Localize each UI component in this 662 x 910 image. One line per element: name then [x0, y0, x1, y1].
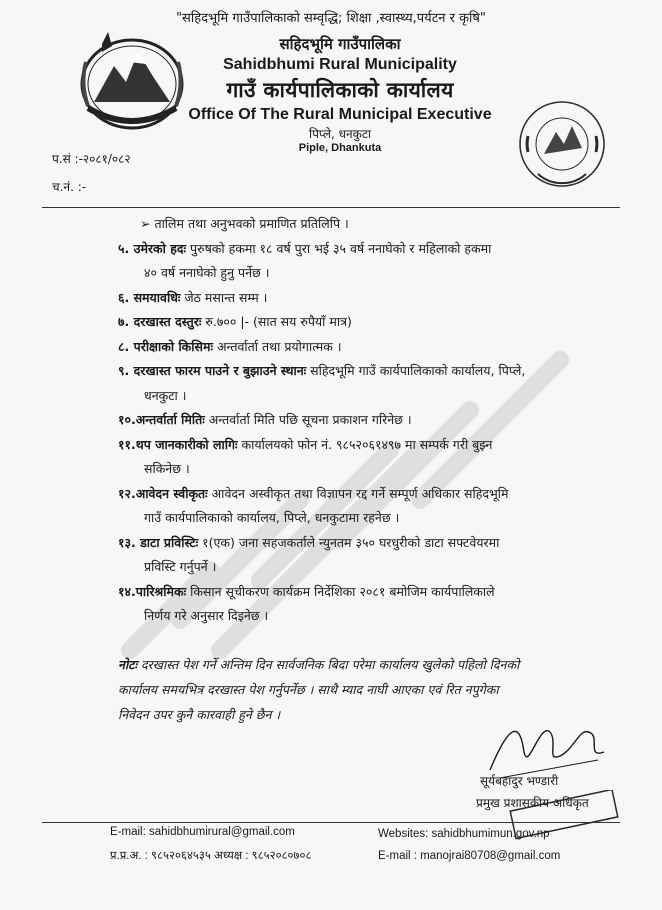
notice-body — [118, 212, 618, 629]
notice-line-label: ८. परीक्षाको किसिमः — [118, 338, 213, 354]
notice-line — [118, 531, 618, 556]
dispatch-number: च.नं. :- — [52, 180, 87, 194]
notice-line — [118, 237, 618, 262]
footer-divider — [42, 822, 620, 823]
notice-line — [118, 359, 618, 384]
footer-email-secondary: E-mail : manojrai80708@gmail.com — [378, 850, 561, 862]
notice-line-text: प्रविस्टि गर्नुपर्ने । — [144, 559, 217, 574]
office-name-en: Office Of The Rural Municipal Executive — [188, 106, 492, 123]
notice-line-text: निर्णय गरे अनुसार दिइनेछ । — [144, 608, 269, 623]
note-line-1: दरखास्त पेश गर्ने अन्तिम दिन सार्वजनिक बिदा परेमा कार्यालय खुलेको पहिलो दिनको — [137, 657, 520, 672]
notice-line-label: १२.आवेदन स्वीकृतः — [118, 485, 208, 501]
letterhead — [150, 34, 530, 154]
notice-line-label: ६. समयावधिः — [118, 289, 181, 305]
notice-line — [118, 604, 618, 629]
notice-line-text: ४० वर्ष ननाघेको हुनु पर्नेछ । — [144, 265, 270, 280]
notice-line — [118, 482, 618, 507]
notice-line-text: अन्तर्वार्ता मिति पछि सूचना प्रकाशन गरिनेछ । — [204, 412, 412, 427]
notice-line — [118, 261, 618, 286]
office-seal-icon — [514, 96, 610, 192]
notice-line-label: १०.अन्तर्वार्ता मितिः — [118, 412, 205, 427]
notice-line — [118, 335, 618, 360]
notice-line — [118, 408, 618, 433]
notice-line-text: किसान सूचीकरण कार्यक्रम निर्देशिका २०८१ बमोजिम कार्यपालिकाले — [186, 583, 495, 599]
address-np: पिप्ले, धनकुटा — [308, 127, 371, 141]
notice-line-text: आवेदन अस्वीकृत तथा विज्ञापन रद्द गर्ने सम्पूर्ण अधिकार सहिदभूमि — [207, 485, 509, 501]
notice-line-text: धनकुटा । — [144, 387, 187, 403]
motto: "सहिदभूमि गाउँपालिकाको सम्वृद्धि; शिक्षा ,स्वास्थ्य,पर्यटन र कृषि" — [176, 11, 486, 26]
notice-line — [118, 580, 618, 605]
notice-line — [118, 286, 618, 311]
note-line-2: कार्यालय समयभित्र दरखास्त पेश गर्नुपर्नेछ । साथै म्याद नाघी आएका एवं रित नपुगेका — [118, 682, 499, 697]
notice-line-label: ५. उमेरको हदः — [118, 240, 187, 256]
municipality-name-en: Sahidbhumi Rural Municipality — [223, 56, 457, 73]
notice-line — [118, 457, 618, 482]
notice-line-text: गाउँ कार्यपालिकाको कार्यालय, पिप्ले, धनकुटामा रहनेछ । — [144, 510, 400, 525]
signatory-title: प्रमुख प्रशासकीय अधिकृत — [476, 796, 589, 810]
notice-line-label: ७. दरखास्त दस्तुरः — [118, 314, 202, 329]
notice-line-text: पुरुषको हकमा १८ वर्ष पुरा भई ३५ वर्ष ननाघेको र महिलाको हकमा — [186, 240, 492, 256]
note-line-3: निवेदन उपर कुनै कारवाही हुने छैन । — [118, 707, 281, 722]
municipality-name-np: सहिदभूमि गाउँपालिका — [279, 35, 401, 53]
notice-line-text: कार्यालयको फोन नं. ९८५२०६१४९७ मा सम्पर्क गरी बुझ्न — [237, 436, 493, 452]
note-label: नोटः — [118, 657, 138, 672]
notice-line-text: जेठ मसान्त सम्म । — [180, 289, 268, 305]
footer-website: Websites: sahidbhumimun.gov.np — [378, 828, 550, 840]
header-divider — [42, 207, 620, 208]
notice-line-text: ➢ तालिम तथा अनुभवको प्रमाणित प्रतिलिपि । — [140, 216, 349, 231]
notice-line-label: १४.पारिश्रमिकः — [118, 583, 187, 599]
letter-number: प.सं :-२०८१/०८२ — [52, 152, 131, 166]
footer-email: E-mail: sahidbhumirural@gmail.com — [110, 826, 295, 838]
notice-line-text: सकिनेछ । — [144, 461, 190, 476]
notice-line-text: रु.७०० |- (सात सय रुपैयाँ मात्र) — [201, 314, 352, 329]
notice-line-text: १(एक) जना सहजकर्ताले न्युनतम ३५० घरधुरीको डाटा सफ्टवेयरमा — [198, 534, 500, 550]
office-name-np: गाउँ कार्यपालिकाको कार्यालय — [226, 78, 454, 102]
notice-line-text: सहिदभूमि गाउँ कार्यपालिकाको कार्यालय, पिप्ले, — [306, 363, 526, 378]
signatory-name: सूर्यबहादुर भण्डारी — [480, 774, 559, 788]
notice-line — [118, 310, 618, 335]
notice-line — [118, 384, 618, 409]
address-en: Piple, Dhankuta — [298, 142, 382, 154]
notice-line-label: ११.थप जानकारीको लागिः — [118, 436, 238, 452]
notice-line-label: ९. दरखास्त फारम पाउने र बुझाउने स्थानः — [118, 363, 307, 378]
notice-line — [118, 506, 618, 531]
notice-line — [118, 555, 618, 580]
notice-line — [118, 433, 618, 458]
notice-line-text: अन्तर्वार्ता तथा प्रयोगात्मक । — [212, 338, 342, 354]
notice-line — [118, 212, 618, 237]
footer-phone: प्र.प्र.अ. : ९८५२०६४५३५ अध्यक्ष : ९८५२०८०७०८ — [110, 850, 312, 862]
notice-line-label: १३. डाटा प्रविस्टिः — [118, 534, 199, 550]
